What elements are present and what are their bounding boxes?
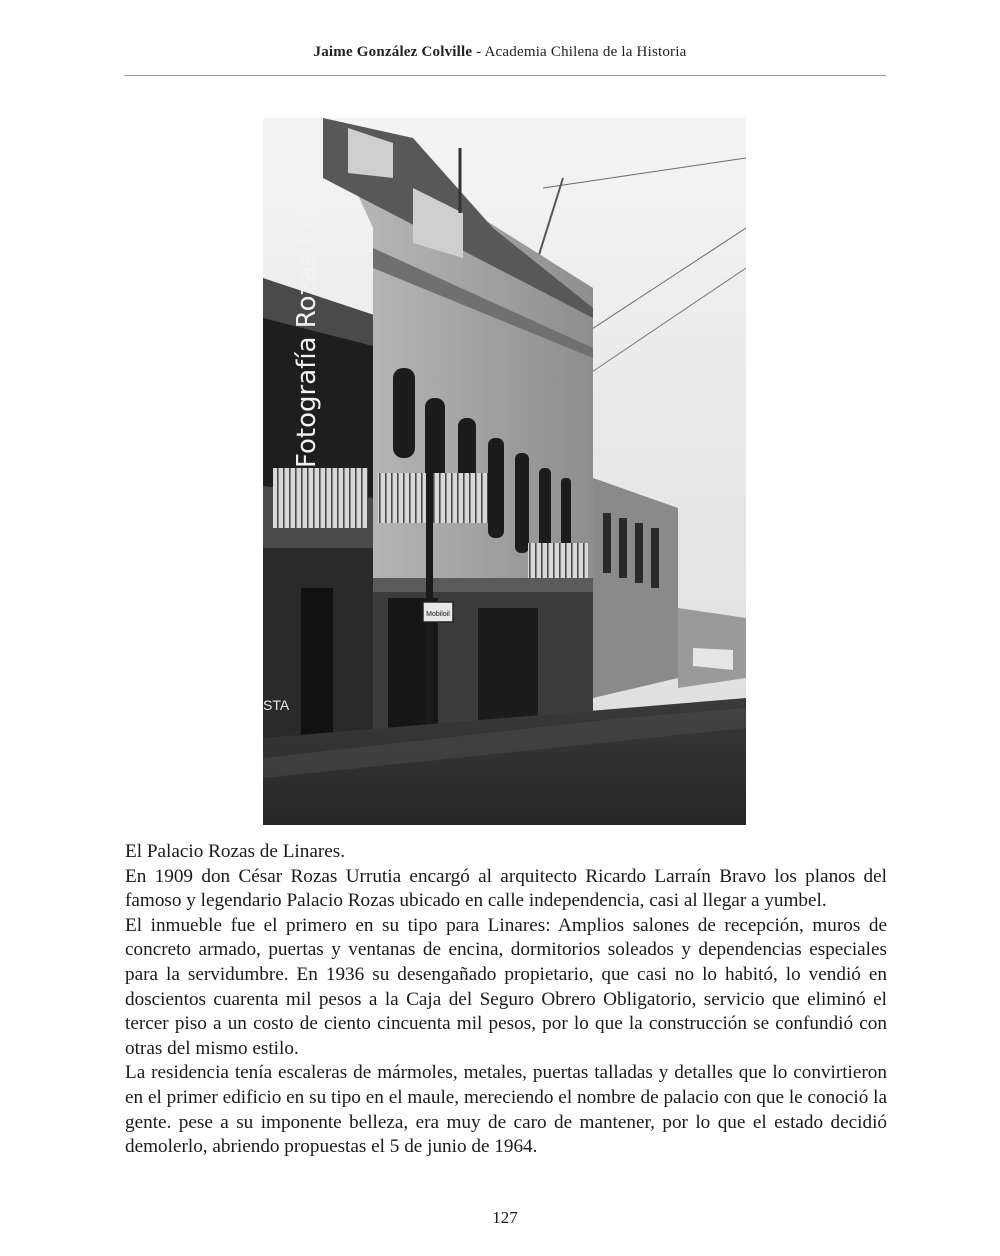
photo-illustration: [263, 118, 746, 825]
photo-caption: [125, 840, 887, 1160]
handwritten-caption: Fotografía Rozas Linares: [292, 150, 322, 468]
header-separator: -: [472, 44, 485, 60]
edge-sign-text: STA: [263, 697, 290, 713]
caption-title: El Palacio Rozas de Linares.: [125, 841, 346, 862]
running-header: [0, 44, 1000, 61]
caption-paragraph-3: La residencia tenía escaleras de mármoles, metales, puertas talladas y detalles que lo convirtieron en el primer edificio en su tipo en el maule, mereciendo el nombre de palacio con que le conoció la gente. pese a su imponente belleza, era muy de caro de mantener, por lo que el estado decidió demolerlo, abriendo propuestas el 5 de junio de 1964.: [125, 1062, 887, 1158]
historic-photograph: [263, 118, 746, 825]
page-number: 127: [492, 1208, 518, 1227]
mobiloil-sign: Mobiloil: [426, 611, 450, 618]
caption-paragraph-2: El inmueble fue el primero en su tipo para Linares: Amplios salones de recepción, muros de concreto armado, puertas y ventanas de encina, dormitorios soleados y dependencias especiales para la servidumbre. En 1936 su desengañado propietario, que casi no lo habitó, lo vendió en doscientos cuarenta mil pesos a la Caja del Seguro Obrero Obligatorio, servicio que eliminó el tercer piso a un costo de ciento cincuenta mil pesos, por lo que la construcción se confundió con otras del mismo estilo.: [125, 914, 887, 1059]
caption-paragraph-1: En 1909 don César Rozas Urrutia encargó al arquitecto Ricardo Larraín Bravo los planos del famoso y legendario Palacio Rozas ubicado en calle independencia, casi al llegar a yumbel.: [125, 865, 887, 912]
header-rule: [124, 75, 886, 76]
header-author: Jaime González Colville: [313, 44, 473, 60]
header-institution: Academia Chilena de la Historia: [484, 44, 687, 60]
